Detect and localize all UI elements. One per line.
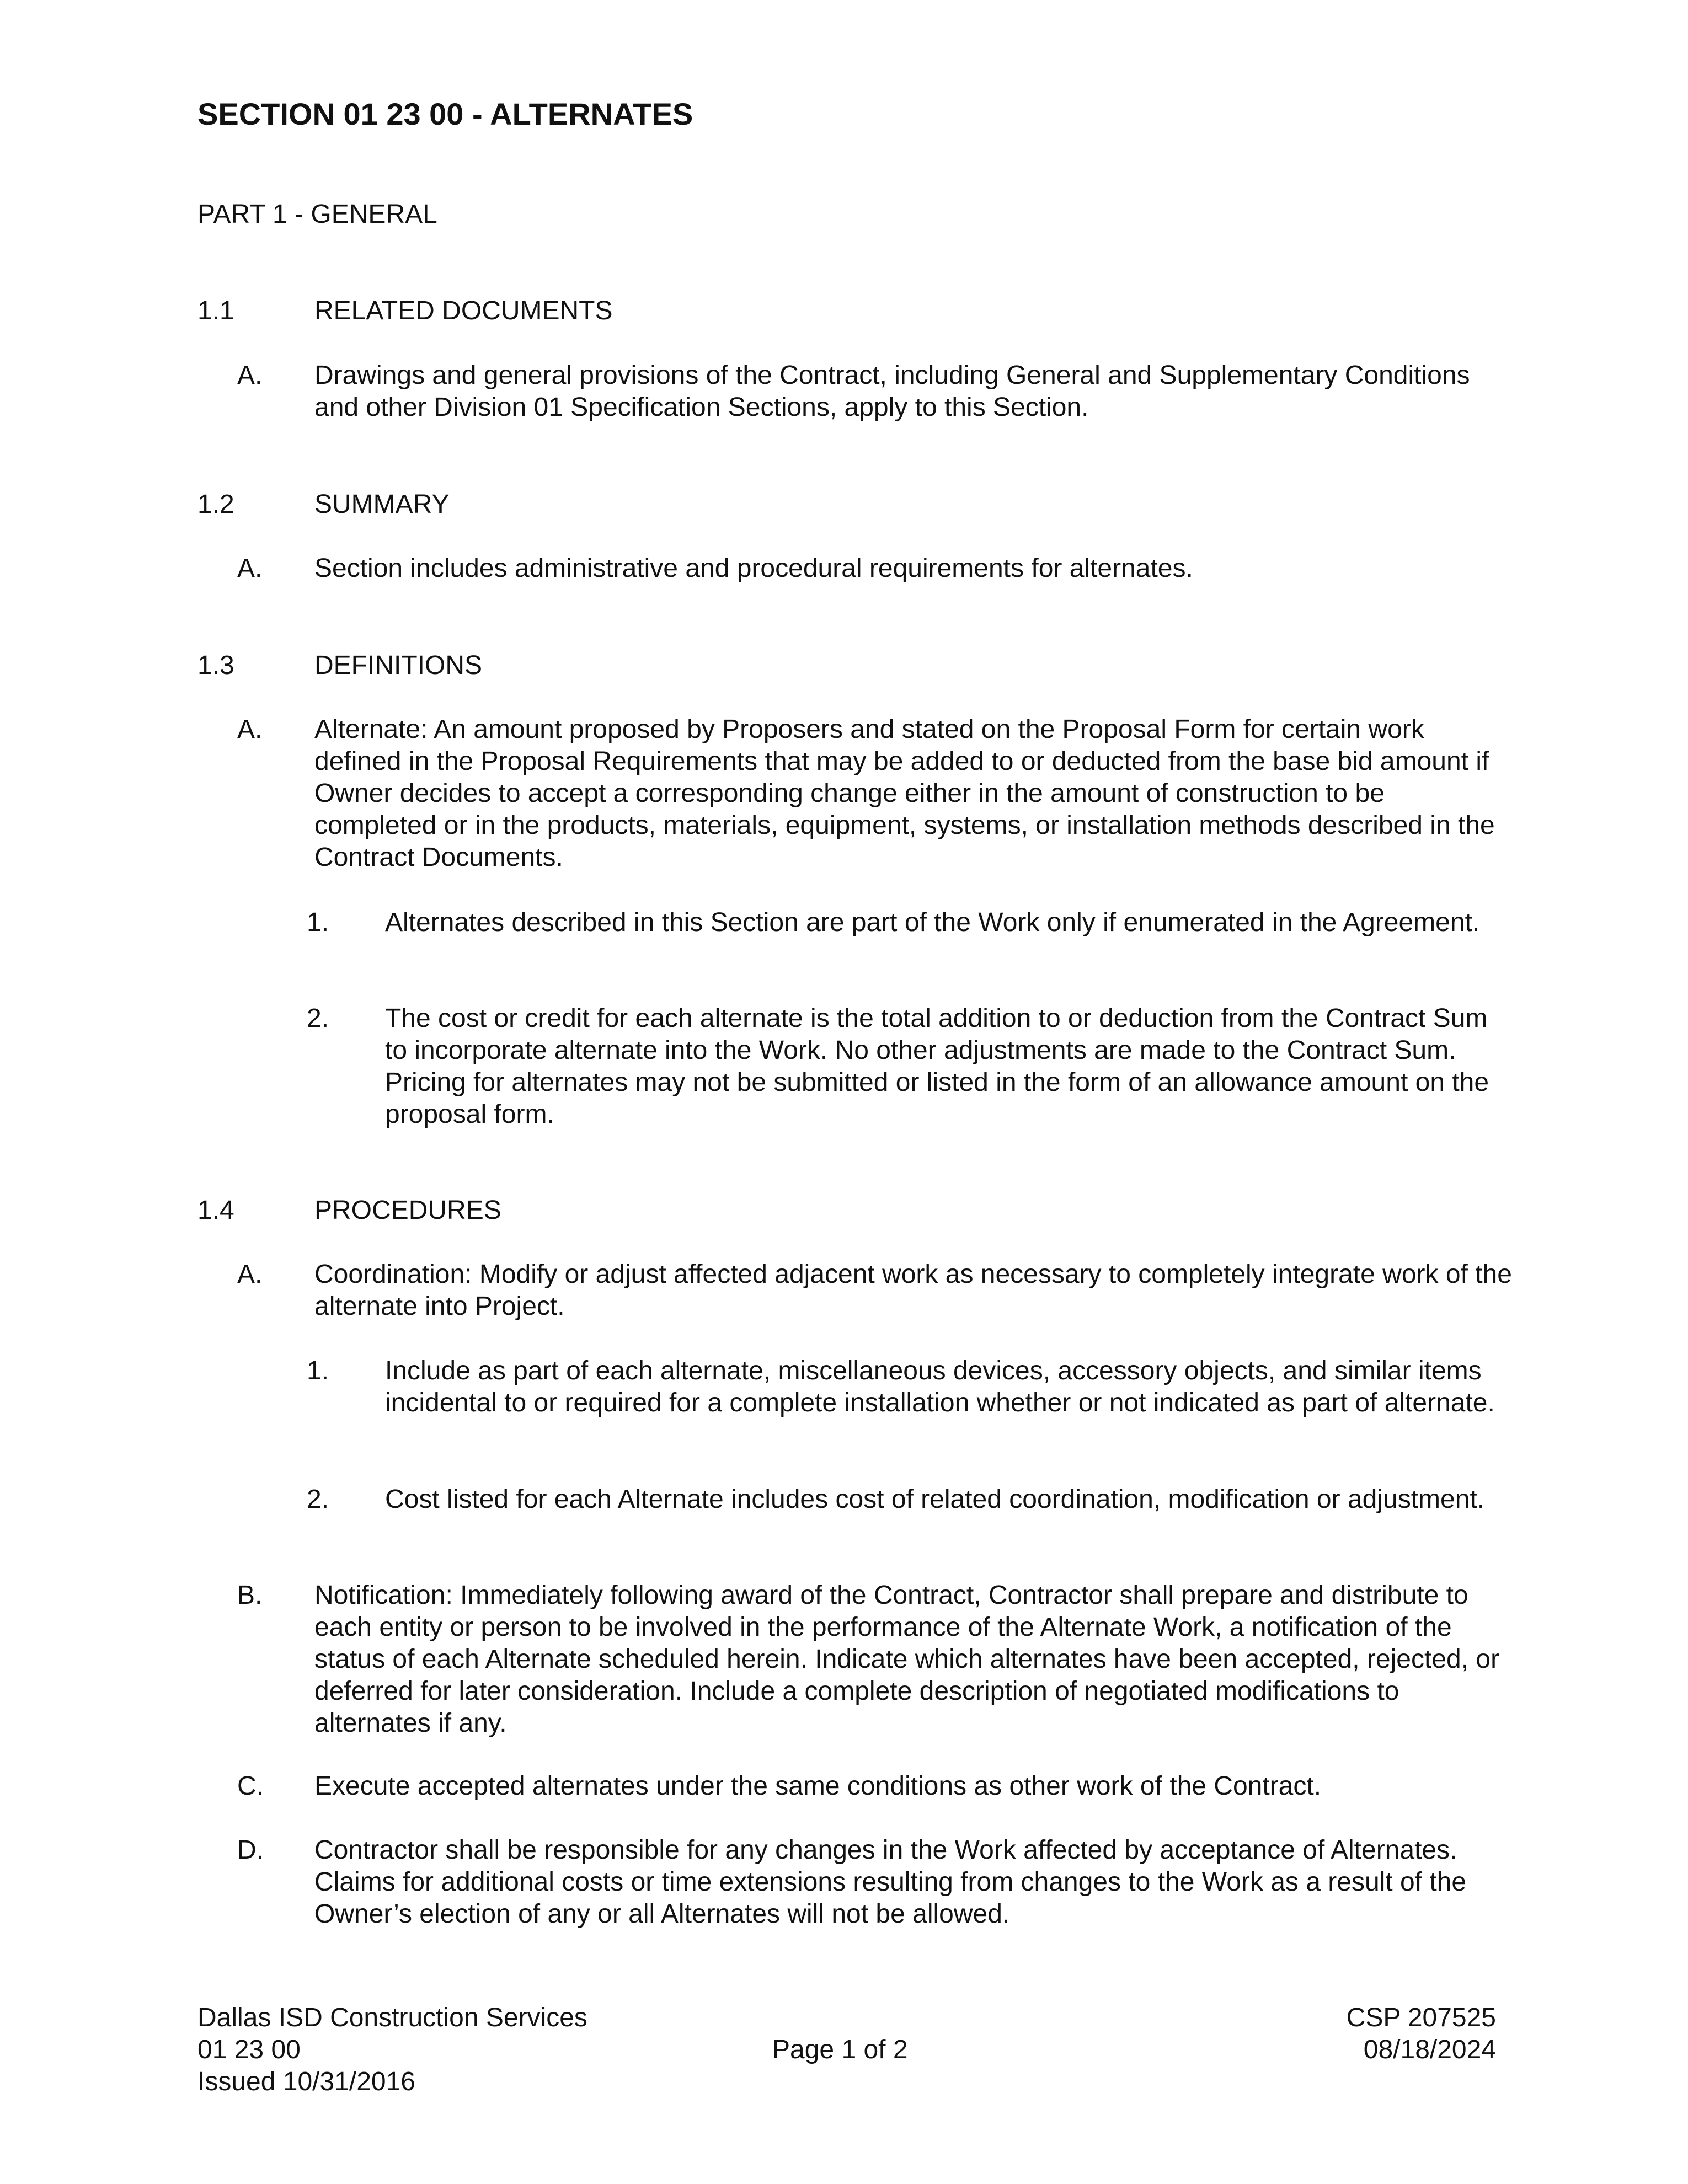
item-label: C. — [237, 1771, 264, 1801]
item-text: Coordination: Modify or adjust affected adjacent work as necessary to completely integrate work of the alternate into Project. — [314, 1260, 1512, 1321]
section-heading: SUMMARY — [314, 490, 450, 519]
subitem-text: Cost listed for each Alternate includes cost of related coordination, modification or adjustment. — [385, 1485, 1485, 1514]
item-text: Drawings and general provisions of the Contract, including General and Supplementary Conditions and other Division 01 Specification Sections, apply to this Section. — [314, 361, 1470, 422]
item-label: A. — [237, 361, 263, 390]
section-number: 1.4 — [197, 1196, 234, 1225]
footer-organization: Dallas ISD Construction Services — [197, 2003, 587, 2032]
section-heading: RELATED DOCUMENTS — [314, 296, 613, 325]
footer-project-number: CSP 207525 — [1346, 2003, 1496, 2032]
item-text: Alternate: An amount proposed by Proposers and stated on the Proposal Form for certain work defined in the Proposal Requirements that may be added to or deducted from the base bid amount if Owner decides to accept a corresponding change either in the amount of construction to be completed or in the products, materials, equipment, systems, or installation methods described in the Contract Documents. — [314, 715, 1495, 872]
item-text: Execute accepted alternates under the same conditions as other work of the Contract. — [314, 1771, 1322, 1801]
item-label: A. — [237, 554, 263, 583]
section-heading: PROCEDURES — [314, 1196, 501, 1225]
item-text: Contractor shall be responsible for any changes in the Work affected by acceptance of Alternates. Claims for additional costs or time extensions resulting from changes to the Work as a result of the Owner’s election of any or all Alternates will not be allowed. — [314, 1835, 1467, 1929]
part-heading: PART 1 - GENERAL — [197, 200, 437, 229]
item-label: A. — [237, 715, 263, 744]
footer-revision-date: 08/18/2024 — [1363, 2035, 1496, 2064]
subitem-label: 1. — [307, 1356, 329, 1385]
footer-issued-date: Issued 10/31/2016 — [197, 2067, 415, 2096]
section-number: 1.3 — [197, 651, 234, 680]
subitem-text: The cost or credit for each alternate is the total addition to or deduction from the Contract Sum to incorporate alternate into the Work. No other adjustments are made to the Contract Sum. Pricing for alternates may not be submitted or listed in the form of an allowance amount on the proposal form. — [385, 1004, 1489, 1129]
subitem-text: Alternates described in this Section are part of the Work only if enumerated in the Agreement. — [385, 908, 1480, 937]
footer-page-number: Page 1 of 2 — [772, 2035, 908, 2064]
subitem-label: 2. — [307, 1485, 329, 1514]
footer-section-code: 01 23 00 — [197, 2035, 301, 2064]
section-number: 1.1 — [197, 296, 234, 325]
section-heading: DEFINITIONS — [314, 651, 483, 680]
section-number: 1.2 — [197, 490, 234, 519]
item-label: B. — [237, 1581, 263, 1610]
subitem-label: 2. — [307, 1004, 329, 1033]
subitem-text: Include as part of each alternate, miscellaneous devices, accessory objects, and similar items incidental to or required for a complete installation whether or not indicated as part of alternate. — [385, 1356, 1495, 1417]
item-text: Section includes administrative and procedural requirements for alternates. — [314, 554, 1193, 583]
item-text: Notification: Immediately following award of the Contract, Contractor shall prepare and distribute to each entity or person to be involved in the performance of the Alternate Work, a notification of the status of each Alternate scheduled herein. Indicate which alternates have been accepted, rejected, or deferred for later consideration. Include a complete description of negotiated modifications to alternates if any. — [314, 1581, 1500, 1738]
section-title: SECTION 01 23 00 - ALTERNATES — [197, 97, 693, 131]
subitem-label: 1. — [307, 908, 329, 937]
item-label: A. — [237, 1260, 263, 1289]
item-label: D. — [237, 1835, 264, 1865]
